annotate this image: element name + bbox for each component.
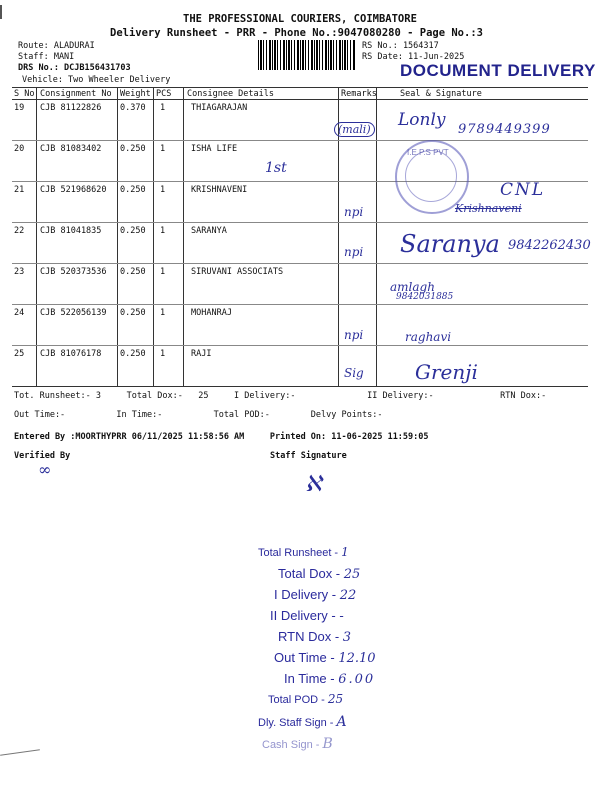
round-seal-inner [405,150,457,202]
summary-row [268,692,343,706]
document-delivery-stamp: DOCUMENT DELIVERY [400,61,596,80]
summary-row [258,545,349,559]
sno: 19 [14,103,25,113]
sno: 23 [14,267,25,277]
col-header: Remarks [341,89,377,99]
summary-value: - [339,609,344,624]
row24-remark: npi [344,328,364,342]
drs-number: DRS No.: DCJB156431703 [18,63,131,73]
staff-signature-label: Staff Signature [270,451,347,461]
sno: 25 [14,349,25,359]
summary-label: RTN Dox - [278,629,340,644]
entered-by: Entered By :MOORTHYPRR 06/11/2025 11:58:56 AM Printed On: 11-06-2025 11:59:05 [14,432,429,442]
weight: 0.250 [120,267,146,277]
pcs: 1 [160,267,166,277]
row25-signature: Grenji [415,360,478,384]
summary-label: II Delivery - [270,608,336,623]
summary-label: Total Dox - [278,566,341,581]
summary-row [284,671,375,687]
summary-value: 3 [342,630,352,645]
summary-row [262,736,333,752]
row21-remark: npi [344,205,364,219]
pcs: 1 [160,185,166,195]
summary-label: Total POD - [268,694,325,706]
col-header: Consignment No [40,89,112,99]
summary-value: 25 [327,692,344,706]
summary-row [278,629,351,645]
totals-line-2: Out Time:- In Time:- Total POD:- Delvy Points:- [14,410,383,420]
summary-label: Cash Sign - [262,739,320,751]
pcs: 1 [160,226,166,236]
summary-label: Dly. Staff Sign - [258,717,334,729]
col-header: Consignee Details [187,89,274,99]
consignment-no: CJB 521968620 [40,185,107,195]
summary-row [274,650,376,666]
col-divider [117,87,118,386]
sno: 20 [14,144,25,154]
rs-number: RS No.: 1564317 [362,41,439,51]
route-label: Route: ALADURAI [18,41,95,51]
totals-line-1: Tot. Runsheet:- 3 Total Dox:- 25 I Delivery:- II Delivery:- RTN Dox:- [14,391,547,401]
col-header: Seal & Signature [400,89,482,99]
consignee: MOHANRAJ [191,308,232,318]
consignment-no: CJB 81076178 [40,349,102,359]
row19-remark: (mali) [334,122,375,137]
pcs: 1 [160,308,166,318]
row-divider [12,263,588,264]
summary-label: I Delivery - [274,587,337,602]
barcode [258,40,356,70]
sno: 22 [14,226,25,236]
pcs: 1 [160,144,166,154]
summary-value: 6.00 [338,672,376,687]
row19-signature: Lonly [398,110,446,130]
row25-remark: Sig [344,366,364,380]
weight: 0.250 [120,144,146,154]
vehicle-label: Vehicle: Two Wheeler Delivery [22,75,171,85]
consignment-no: CJB 81122826 [40,103,102,113]
weight: 0.250 [120,226,146,236]
summary-value: B [322,736,333,752]
col-header: S No [14,89,35,99]
row21-signature: Krishnaveni [455,202,522,215]
row22-remark: npi [344,245,364,259]
summary-value: 22 [339,588,357,603]
rs-date: RS Date: 11-Jun-2025 [362,52,465,62]
staff-label: Staff: MANI [18,52,75,62]
pcs: 1 [160,349,166,359]
sno: 24 [14,308,25,318]
row-divider [12,140,588,141]
table-header-rule [12,99,588,100]
col-divider [36,87,37,386]
weight: 0.250 [120,308,146,318]
consignment-no: CJB 522056139 [40,308,107,318]
consignee: KRISHNAVENI [191,185,248,195]
summary-label: Out Time - [274,650,335,665]
staff-signature: ℵ [305,472,322,497]
summary-row [274,587,356,603]
row-divider [12,222,588,223]
scan-mark [0,749,40,756]
summary-value: 1 [341,545,349,559]
row21-cnl: CNL [500,180,546,200]
consignee: THIAGARAJAN [191,103,248,113]
consignment-no: CJB 81041835 [40,226,102,236]
consignee: RAJI [191,349,212,359]
scan-mark [0,5,2,19]
summary-row [270,608,344,624]
col-divider [153,87,154,386]
consignment-no: CJB 520373536 [40,267,107,277]
verified-signature: ∞ [38,460,52,479]
sno: 21 [14,185,25,195]
table-top-rule [12,87,588,88]
weight: 0.370 [120,103,146,113]
consignee: SIRUVANI ASSOCIATS [191,267,284,277]
row-divider [12,345,588,346]
summary-value: A [336,714,347,730]
row24-signature: raghavi [405,330,452,344]
summary-label: Total Runsheet - [258,547,339,559]
summary-row [278,566,360,582]
verified-by: Verified By [14,451,71,461]
row23-phone: 9842031885 [396,292,454,302]
weight: 0.250 [120,185,146,195]
row19-phone: 9789449399 [458,122,551,137]
round-seal-text: I.E.P.S PVT [407,148,449,157]
row-divider [12,304,588,305]
row22-phone: 9842262430 [508,238,591,253]
col-divider [183,87,184,386]
summary-label: In Time - [284,671,335,686]
row23-signature: amlagh [390,280,435,294]
row20-note: 1st [265,160,287,176]
col-divider [376,87,377,386]
table-bottom-rule [12,386,588,387]
summary-value: 12.10 [338,651,376,666]
col-header: PCS [156,89,172,99]
consignee: ISHA LIFE [191,144,238,154]
summary-row [258,714,347,730]
pcs: 1 [160,103,166,113]
summary-value: 25 [343,567,361,582]
consignment-no: CJB 81083402 [40,144,102,154]
weight: 0.250 [120,349,146,359]
company-title: THE PROFESSIONAL COURIERS, COIMBATORE [183,13,417,25]
row22-signature: Saranya [400,230,500,258]
col-header: Weight [120,89,151,99]
runsheet-subtitle: Delivery Runsheet - PRR - Phone No.:9047080280 - Page No.:3 [110,27,483,39]
consignee: SARANYA [191,226,227,236]
